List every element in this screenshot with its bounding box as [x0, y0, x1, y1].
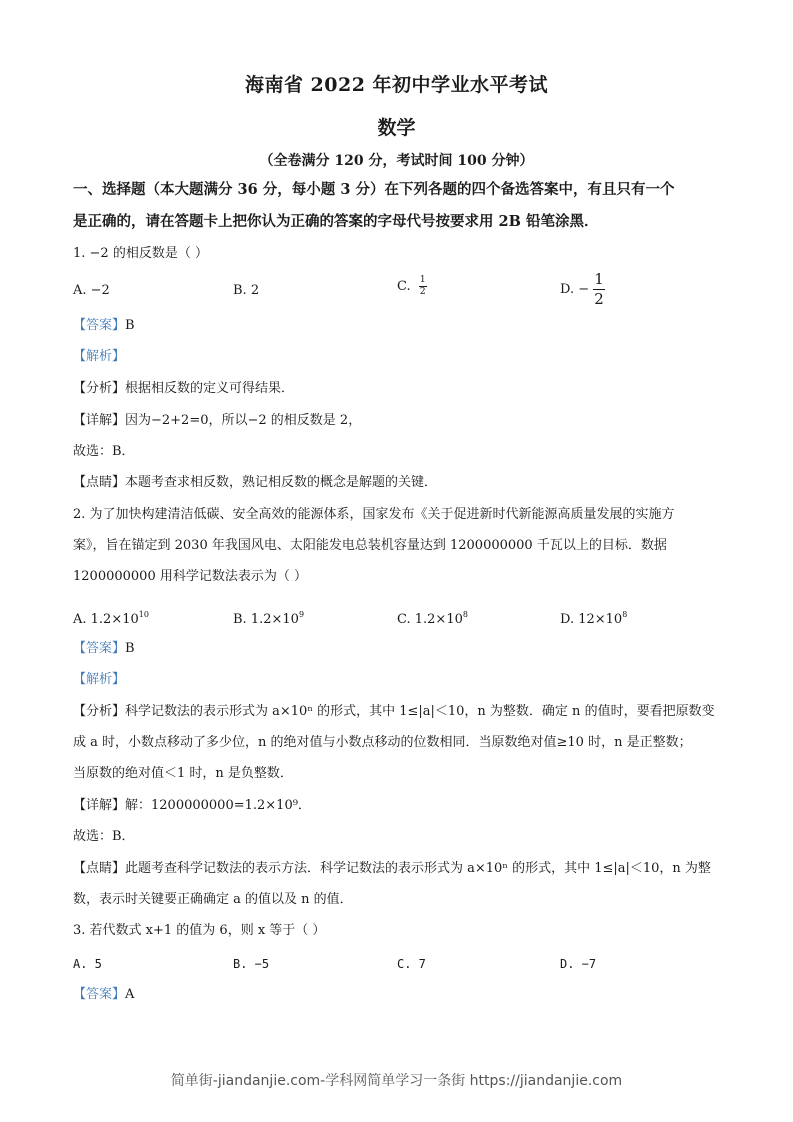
q1-stem: 1. −2 的相反数是（ ） — [73, 246, 208, 261]
option-exponent: 8 — [622, 610, 628, 619]
fraction-numerator: 1 — [419, 275, 426, 285]
option-base: C. 1.2×10 — [397, 612, 463, 627]
q2-option-b — [233, 606, 304, 629]
q1-option-c — [397, 276, 427, 297]
exam-title: 海南省 2022 年初中学业水平考试 — [244, 74, 549, 96]
answer-value: B — [125, 318, 135, 333]
q3-option-a: A. 5 — [73, 957, 102, 971]
q1-xiangjie: 【详解】因为−2+2=0，所以−2 的相反数是 2， — [73, 413, 362, 428]
q2-stem-line3: 1200000000 用科学记数法表示为（ ） — [73, 569, 307, 584]
q1-option-b: B. 2 — [233, 283, 260, 298]
q1-option-d — [560, 272, 605, 307]
answer-tag: 【答案】 — [73, 987, 126, 1002]
q3-option-d: D. −7 — [560, 957, 597, 971]
q2-dianjing-line1: 【点睛】此题考查科学记数法的表示方法．科学记数法的表示形式为 a×10ⁿ 的形式，其中 1≤|a|＜10，n 为整 — [73, 861, 711, 876]
q1-dianjing: 【点睛】本题考查求相反数，熟记相反数的概念是解题的关键． — [73, 475, 438, 490]
q3-option-b: B. −5 — [233, 957, 270, 971]
q1-guxuan: 故选：B． — [73, 444, 135, 459]
q1-option-c-label: C. — [397, 279, 411, 294]
q1-analysis-tag: 【解析】 — [73, 349, 126, 364]
q2-option-c — [397, 606, 468, 629]
q2-stem-line1: 2. 为了加快构建清洁低碳、安全高效的能源体系，国家发布《关于促进新时代新能源高质量发展的实施方 — [73, 507, 675, 522]
answer-value: B — [125, 641, 135, 656]
option-base: A. 1.2×10 — [73, 612, 139, 627]
q2-xiangjie: 【详解】解：1200000000=1.2×10⁹． — [73, 798, 311, 813]
q1-option-d-label: D. − — [560, 282, 590, 297]
q2-stem-line2: 案》，旨在锚定到 2030 年我国风电、太阳能发电总装机容量达到 1200000000 千瓦以上的目标．数据 — [73, 538, 667, 553]
q2-fenxi-line3: 当原数的绝对值＜1 时，n 是负整数． — [73, 766, 293, 781]
fraction-denominator: 2 — [419, 287, 426, 297]
fraction-numerator: 1 — [594, 270, 604, 288]
q2-answer — [73, 640, 135, 658]
option-exponent: 10 — [138, 610, 149, 619]
q2-dianjing-line2: 数，表示时关键要正确确定 a 的值以及 n 的值． — [73, 892, 353, 907]
q2-guxuan: 故选：B． — [73, 829, 135, 844]
option-base: B. 1.2×10 — [233, 612, 299, 627]
q1-fenxi: 【分析】根据相反数的定义可得结果． — [73, 381, 295, 396]
exam-subject: 数学 — [377, 117, 416, 139]
section1-instruction-line2: 是正确的，请在答题卡上把你认为正确的答案的字母代号按要求用 2B 铅笔涂黑． — [73, 213, 599, 230]
answer-tag: 【答案】 — [73, 318, 126, 333]
answer-value: A — [125, 987, 135, 1002]
q1-option-c-fraction — [419, 276, 427, 297]
q3-answer — [73, 986, 134, 1004]
q2-option-a — [73, 606, 149, 629]
fraction-denominator: 2 — [594, 290, 604, 308]
q1-answer — [73, 317, 135, 335]
option-exponent: 8 — [462, 610, 468, 619]
q3-stem: 3. 若代数式 x+1 的值为 6，则 x 等于（ ） — [73, 923, 326, 938]
q2-fenxi-line2: 成 a 时，小数点移动了多少位，n 的绝对值与小数点移动的位数相同．当原数绝对值≥10 时，n 是正整数； — [73, 735, 692, 750]
footer-watermark: 简单街-jiandanjie.com-学科网简单学习一条街 https://jiandanjie.com — [170, 1073, 623, 1089]
answer-tag: 【答案】 — [73, 641, 126, 656]
q3-option-c: C. 7 — [397, 957, 426, 971]
section1-instruction-line1: 一、选择题（本大题满分 36 分，每小题 3 分）在下列各题的四个备选答案中，有且只有一个 — [73, 181, 675, 198]
q2-option-d — [560, 606, 627, 629]
exam-score-info: （全卷满分 120 分，考试时间 100 分钟） — [259, 153, 534, 169]
option-base: D. 12×10 — [560, 612, 623, 627]
q1-option-d-fraction — [593, 272, 605, 307]
option-exponent: 9 — [298, 610, 305, 619]
q1-option-a: A. −2 — [73, 283, 110, 298]
q2-fenxi-line1: 【分析】科学记数法的表示形式为 a×10ⁿ 的形式，其中 1≤|a|＜10，n 为整数．确定 n 的值时，要看把原数变 — [73, 704, 715, 719]
q2-analysis-tag: 【解析】 — [73, 672, 126, 687]
